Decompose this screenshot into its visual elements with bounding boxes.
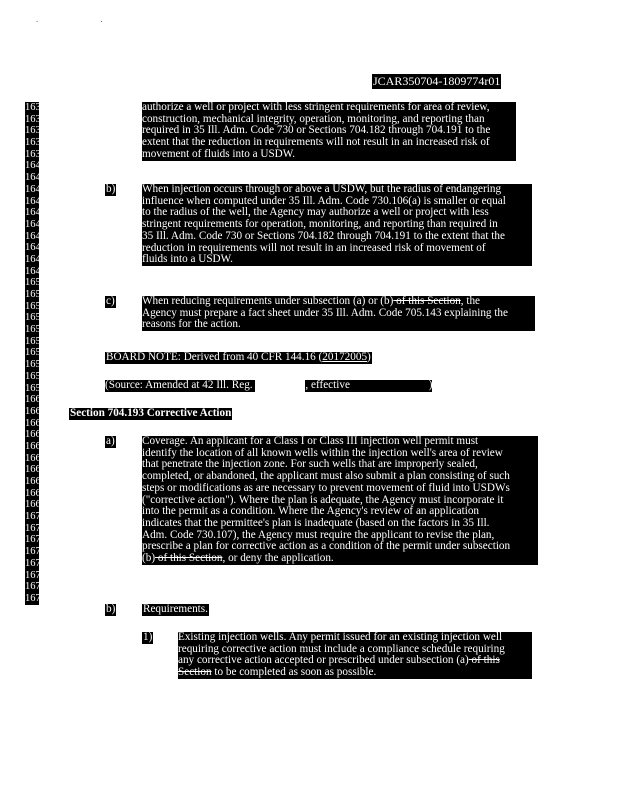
line-number: 1677 [25,592,46,604]
line-numbers [25,102,46,605]
line-number: 1673 [25,546,46,558]
line-number: 1671 [25,522,46,534]
line-number: 1651 [25,289,46,300]
board-note: BOARD NOTE: Derived from 40 CFR 144.16 (20172005) [106,351,371,363]
text-line: extent that the reduction in requirements will not result in an increased risk of [142,136,490,149]
section-a-label: a) [106,435,115,447]
line-number: 1654 [25,324,46,336]
line-number: 1650 [25,277,46,289]
subsection-b-text [142,184,532,266]
line-number: 1657 [25,359,46,371]
text-line: (b) of this Section, or deny the application. [142,552,334,565]
line-number: 1645 [25,218,46,230]
line-number: 1649 [25,265,46,277]
line-number: 1641 [25,172,46,184]
text-line: Agency must prepare a fact sheet under 35 Ill. Adm. Code 705.143 explaining the [142,306,508,319]
text-line: to the radius of the well, the Agency may authorize a well or project with less [142,206,489,219]
text-line: into the permit as a condition. Where the Agency's review of an application [142,505,480,518]
section-b-heading: Requirements. [143,603,208,615]
line-number: 1665 [25,452,46,464]
text-line: authorize a well or project with less stringent requirements for area of review, [142,101,490,113]
paragraph-continuation [142,102,516,161]
line-number: 1664 [25,440,46,452]
line-number: 1662 [25,417,46,429]
line-number: 1672 [25,534,46,546]
text-line: completed, or abandoned, the applicant must also submit a plan consisting of such [142,470,510,483]
line-number: 1675 [25,569,46,581]
text-line: Existing injection wells. Any permit issued for an existing injection well [178,631,503,643]
line-number: 1642 [25,183,46,195]
section-a-text [142,436,538,565]
line-number: 1666 [25,464,46,476]
line-number: 1636 [25,113,46,125]
text-line: Adm. Code 730.107), the Agency must require the applicant to revise the plan, [142,528,495,541]
text-line: prescribe a plan for corrective action as a condition of the permit under subsection [142,540,511,553]
text-line: reduction in requirements will not result in an increased risk of movement of [142,241,486,254]
section-heading: Section 704.193 Corrective Action [70,407,232,419]
source-note: (Source: Amended at 42 Ill. Reg. , effective ) [105,379,433,391]
text-line: steps or modifications as are necessary to prevent movement of fluid into USDWs [142,481,510,494]
text-line: movement of fluids into a USDW. [142,147,296,160]
line-number: 1647 [25,242,46,254]
line-number: 1640 [25,160,46,172]
line-number: 1667 [25,476,46,487]
line-number: 1663 [25,429,46,441]
text-line: any corrective action accepted or prescribed under subsection (a) of this [178,654,500,667]
text-line: stringent requirements for operation, monitoring, and reporting than required in [142,218,498,231]
section-b-label: b) [106,603,116,615]
document-id: JCAR350704-1809774r01 [373,74,501,88]
text-line: When reducing requirements under subsection (a) or (b) of this Section, the [142,295,481,307]
line-number: 1674 [25,557,46,569]
text-line: construction, mechanical integrity, operation, monitoring, and reporting than [142,112,485,125]
line-number: 1656 [25,347,46,359]
line-number: 1668 [25,487,46,499]
subsection-c-label: c) [106,295,115,307]
text-line: required in 35 Ill. Adm. Code 730 or Sections 704.182 through 704.191 to the [142,124,491,137]
line-number: 1661 [25,405,46,417]
text-line: 35 Ill. Adm. Code 730 or Sections 704.182 through 704.191 to the extent that the [142,229,505,242]
subsection-c-text [142,296,535,331]
text-line: ("corrective action"). Where the plan is adequate, the Agency must incorporate it [142,493,504,506]
line-number: 1635 [25,102,46,113]
line-number: 1676 [25,581,46,593]
line-number: 1658 [25,370,46,382]
text-line: requiring corrective action must include a compliance schedule requiring [178,642,505,655]
text-line: reasons for the action. [142,318,241,331]
line-number: 1653 [25,312,46,324]
text-line: identify the location of all known wells within the injection well's area of review [142,446,503,459]
line-number: 1660 [25,394,46,406]
text-line: fluids into a USDW. [142,253,233,266]
line-number: 1648 [25,253,46,265]
text-line: Coverage. An applicant for a Class I or Class III injection well permit must [142,435,479,447]
subsection-b-label: b) [106,183,116,195]
line-number: 1669 [25,499,46,511]
line-number: 1659 [25,382,46,394]
text-line: indicates that the permittee's plan is inadequate (based on the factors in 35 Ill. [142,516,490,529]
text-line: that penetrate the injection zone. For such wells that are improperly sealed, [142,458,478,471]
text-line: When injection occurs through or above a USDW, but the radius of endangering [142,183,502,195]
item-1-label: 1) [143,631,153,643]
line-number: 1639 [25,148,46,160]
text-line: Section to be completed as soon as possible. [178,666,377,679]
item-1-text [178,632,532,679]
line-number: 1652 [25,300,46,312]
line-number: 1638 [25,137,46,149]
text-line: influence when computed under 35 Ill. Adm. Code 730.106(a) is smaller or equal [142,194,506,207]
line-number: 1655 [25,335,46,347]
line-number: 1637 [25,125,46,137]
line-number: 1670 [25,511,46,523]
line-number: 1643 [25,195,46,207]
scan-specks: . . [36,14,133,24]
line-number: 1646 [25,230,46,242]
line-number: 1644 [25,207,46,219]
